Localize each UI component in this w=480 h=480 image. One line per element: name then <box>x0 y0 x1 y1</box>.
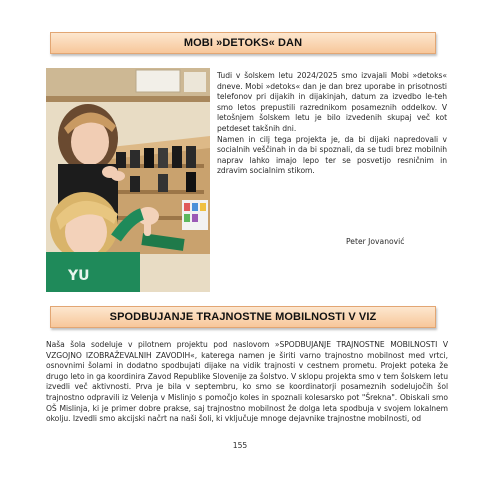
mobi-detoks-paragraph-2: Namen in cilj tega projekta je, da bi dijaki napredovali v socialnih veščinah in da bi spoznali, da se tudi brez mobilnih naprav lahko imajo lepo ter se posvetijo resničnim in zdravim socialnim stikom. <box>217 134 447 176</box>
photo-students-phones <box>46 68 210 292</box>
section-title-trajnostna-mobilnost: SPODBUJANJE TRAJNOSTNE MOBILNOSTI V VIZ <box>50 306 436 328</box>
photo-illustration <box>46 68 210 292</box>
mobi-detoks-paragraph-1: Tudi v šolskem letu 2024/2025 smo izvajali Mobi »detoks« dneve. Mobi »detoks« dan je dan brez uporabe in prisotnosti telefonov pri dijakih in dijakinjah, datum za izvedbo le-teh smo letos prepustili razrednikom posameznih oddelkov. V letošnjem šolskem letu je bilo izvedenih skupaj več kot petdeset takšnih dni. <box>217 71 447 133</box>
trajnostna-mobilnost-paragraph: Naša šola sodeluje v pilotnem projektu pod naslovom »SPODBUJANJE TRAJNOSTNE MOBILNOSTI V VZGOJNO IZOBRAŽEVALNIH ZAVODIH«, katerega namen je širiti varno trajnostno mobilnost med vrtci, osnovnimi šolami in dodatno spodbujati dijake na vidik trajnosti v cestnem prometu. Projekt poteka že drugo leto in ga koordinira Zavod Republike Slovenije za šolstvo. V sklopu projekta smo v tem šolskem letu izvedli več aktivnosti. Prva je bila v septembru, ko smo se koordinatorji posameznih sodelujočih šol trajnostno odpravili iz Velenja v Mislinjo s pomočjo koles in spoznali kolesarsko pot "Šrekna". Obiskali smo OŠ Mislinja, ki je primer dobre prakse, saj trajnostno mobilnost že dolga leta spodbuja v svojem lokalnem okolju. Izvedli smo akcijski načrt na naši šoli, ki vključuje mnoge dejavnike trajnostne mobilnosti, od <box>46 340 448 424</box>
author-name: Peter Jovanović <box>346 237 405 246</box>
mobi-detoks-text <box>217 71 447 177</box>
page-number: 155 <box>232 441 248 450</box>
section-title-mobi-detoks: MOBI »DETOKS« DAN <box>50 32 436 54</box>
svg-text:YU: YU <box>68 268 90 284</box>
